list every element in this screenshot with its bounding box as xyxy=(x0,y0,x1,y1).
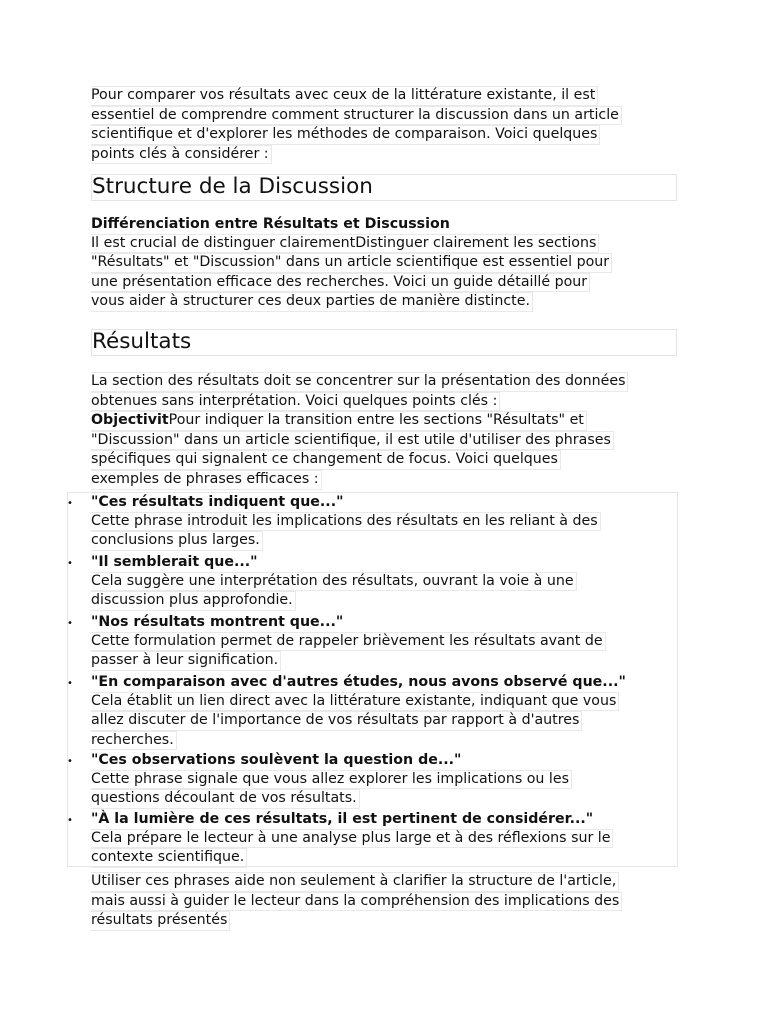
phrase-line: Cette formulation permet de rappeler brièvement les résultats avant de xyxy=(91,632,606,652)
section-heading-structure: Structure de la Discussion xyxy=(91,174,677,201)
intro-line: Pour comparer vos résultats avec ceux de la littérature existante, il est xyxy=(91,86,598,106)
section1-line: vous aider à structurer ces deux parties de manière distincte. xyxy=(91,292,533,312)
phrase-line: allez discuter de l'importance de vos résultats par rapport à d'autres xyxy=(91,711,582,731)
phrase-title: "À la lumière de ces résultats, il est pertinent de considérer..." xyxy=(91,811,594,827)
section2-line: La section des résultats doit se concentrer sur la présentation des données xyxy=(91,372,628,392)
conclusion-paragraph xyxy=(91,872,681,931)
conclusion-line: résultats présentés xyxy=(91,911,230,931)
intro-paragraph xyxy=(91,86,681,164)
phrase-title: "Nos résultats montrent que..." xyxy=(91,614,344,630)
phrase-title: "Il semblerait que..." xyxy=(91,554,258,570)
section1-subheading: Différenciation entre Résultats et Discussion xyxy=(91,216,450,232)
phrase-line: Cette phrase signale que vous allez explorer les implications ou les xyxy=(91,770,572,790)
bullet-icon: • xyxy=(67,678,73,689)
phrase-line: passer à leur signification. xyxy=(91,651,281,671)
list-item xyxy=(67,674,681,750)
conclusion-line: Utiliser ces phrases aide non seulement à clarifier la structure de l'article, xyxy=(91,872,619,892)
intro-line: scientifique et d'explorer les méthodes de comparaison. Voici quelques xyxy=(91,125,600,145)
phrase-title: "Ces résultats indiquent que..." xyxy=(91,494,344,510)
phrase-line: Cette phrase introduit les implications des résultats en les reliant à des xyxy=(91,512,601,532)
phrase-title: "Ces observations soulèvent la question de..." xyxy=(91,752,462,768)
bullet-icon: • xyxy=(67,815,73,826)
section1-line: une présentation efficace des recherches. Voici un guide détaillé pour xyxy=(91,273,590,293)
phrase-line: contexte scientifique. xyxy=(91,848,247,868)
section2-line: spécifiques qui signalent ce changement de focus. Voici quelques xyxy=(91,450,561,470)
list-item xyxy=(67,554,681,611)
section2-line: "Discussion" dans un article scientifique, il est utile d'utiliser des phrases xyxy=(91,431,614,451)
bullet-icon: • xyxy=(67,498,73,509)
bullet-icon: • xyxy=(67,618,73,629)
phrase-line: questions découlant de vos résultats. xyxy=(91,789,360,809)
objectivit-line xyxy=(91,411,587,431)
bullet-icon: • xyxy=(67,558,73,569)
conclusion-line: mais aussi à guider le lecteur dans la compréhension des implications des xyxy=(91,892,622,912)
phrase-line: Cela prépare le lecteur à une analyse plus large et à des réflexions sur le xyxy=(91,829,613,849)
intro-line: essentiel de comprendre comment structurer la discussion dans un article xyxy=(91,106,622,126)
phrase-line: conclusions plus larges. xyxy=(91,531,263,551)
phrase-title: "En comparaison avec d'autres études, nous avons observé que..." xyxy=(91,674,626,690)
phrase-line: Cela établit un lien direct avec la littérature existante, indiquant que vous xyxy=(91,692,619,712)
intro-line: points clés à considérer : xyxy=(91,145,272,165)
section2-line: obtenues sans interprétation. Voici quelques points clés : xyxy=(91,392,500,412)
phrase-line: recherches. xyxy=(91,731,177,751)
section2-paragraph xyxy=(91,372,681,490)
section-heading-resultats: Résultats xyxy=(91,329,677,356)
list-item xyxy=(67,811,681,868)
objectivit-rest: Pour indiquer la transition entre les sections "Résultats" et xyxy=(168,412,584,429)
section2-line: exemples de phrases efficaces : xyxy=(91,470,322,490)
bullet-icon: • xyxy=(67,756,73,767)
section1-line: "Résultats" et "Discussion" dans un article scientifique est essentiel pour xyxy=(91,253,612,273)
list-item xyxy=(67,494,681,551)
objectivit-bold: Objectivit xyxy=(91,412,169,429)
phrase-line: discussion plus approfondie. xyxy=(91,591,296,611)
section1-line: Il est crucial de distinguer clairementDistinguer clairement les sections xyxy=(91,234,599,254)
section1-paragraph xyxy=(91,216,681,312)
list-item xyxy=(67,614,681,671)
list-item xyxy=(67,752,681,809)
phrase-line: Cela suggère une interprétation des résultats, ouvrant la voie à une xyxy=(91,572,577,592)
